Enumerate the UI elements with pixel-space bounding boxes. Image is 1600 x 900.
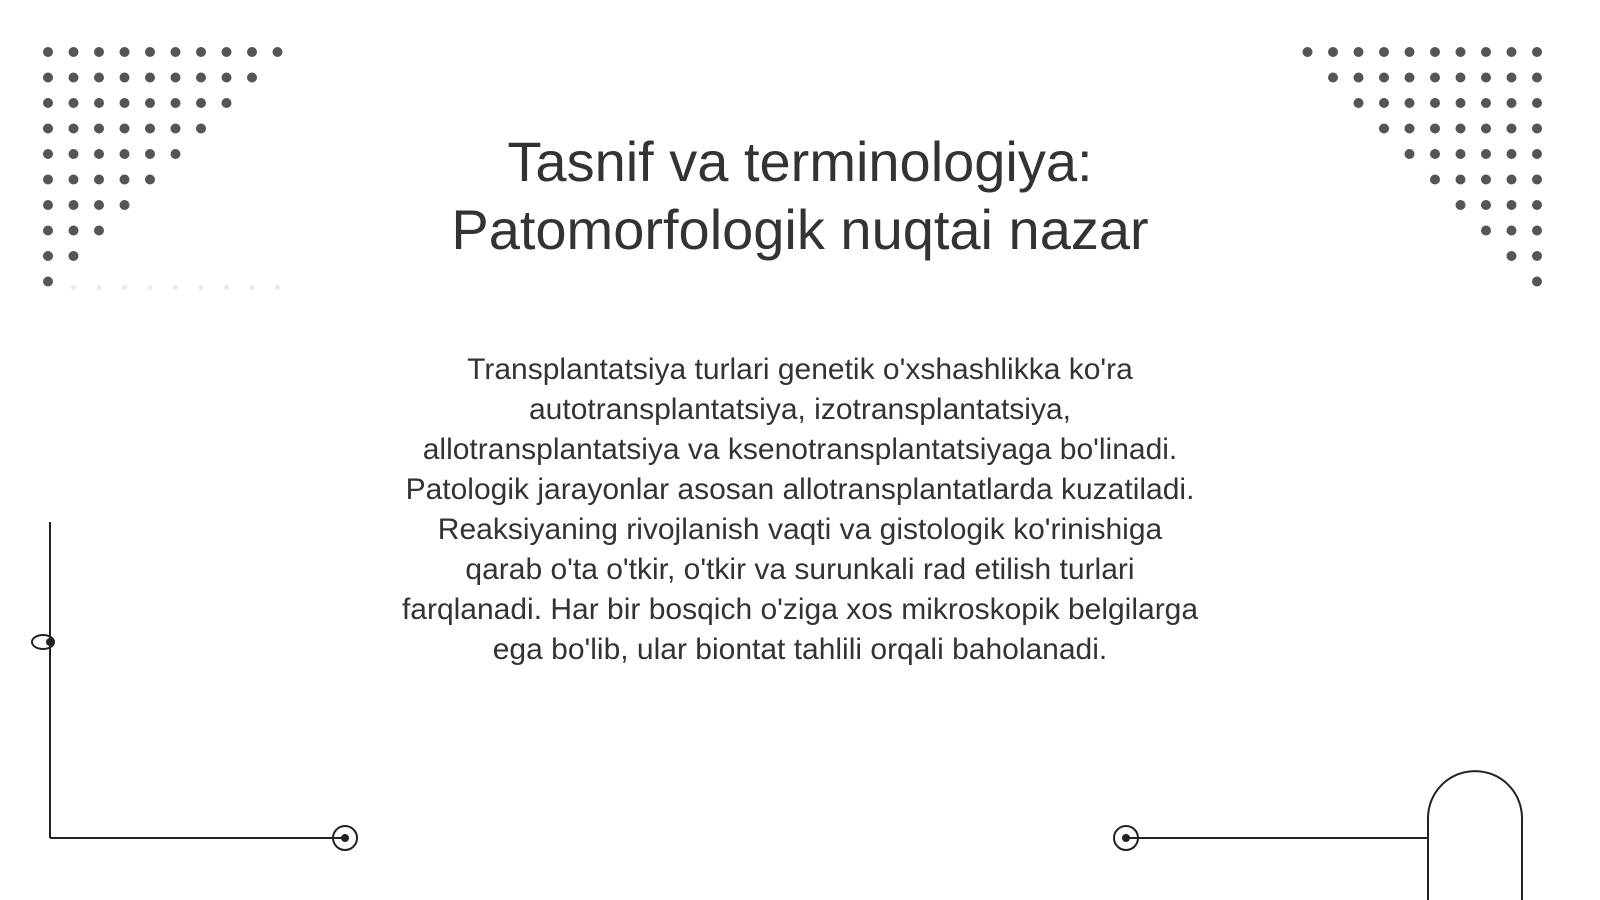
dot xyxy=(145,73,155,83)
dot xyxy=(71,285,76,290)
dot xyxy=(1379,98,1389,108)
dot xyxy=(247,47,257,57)
dot xyxy=(1507,200,1517,210)
dot xyxy=(94,124,104,134)
dot xyxy=(145,47,155,57)
dot xyxy=(1481,98,1491,108)
dot xyxy=(1456,98,1466,108)
dot xyxy=(1456,200,1466,210)
dot xyxy=(69,149,79,159)
body-line: Patologik jarayonlar asosan allotransplantatlarda kuzatiladi. xyxy=(405,473,1195,506)
dot xyxy=(1354,73,1364,83)
line-connector-left xyxy=(32,522,357,850)
dot xyxy=(250,285,255,290)
node-dot xyxy=(47,639,53,645)
arch-shape xyxy=(1428,771,1522,900)
body-line: allotransplantatsiya va ksenotransplantatsiyaga bo'linadi. xyxy=(422,433,1178,466)
dot xyxy=(196,98,206,108)
dot xyxy=(1405,73,1415,83)
dot xyxy=(1481,149,1491,159)
dot xyxy=(43,124,53,134)
dot xyxy=(1354,98,1364,108)
dot xyxy=(94,226,104,236)
dot xyxy=(94,149,104,159)
dot xyxy=(224,285,229,290)
line-connector-bottom-right xyxy=(1114,771,1522,900)
dot xyxy=(1532,175,1542,185)
dot xyxy=(1379,124,1389,134)
dot-pattern-top-left xyxy=(43,47,283,290)
dot xyxy=(196,124,206,134)
dot xyxy=(222,73,232,83)
dot xyxy=(120,47,130,57)
dot xyxy=(1456,175,1466,185)
dot xyxy=(1507,47,1517,57)
dot xyxy=(69,47,79,57)
dot xyxy=(1354,47,1364,57)
dot xyxy=(1430,98,1440,108)
node-dot xyxy=(1123,835,1129,841)
dot xyxy=(43,226,53,236)
title-line: Patomorfologik nuqtai nazar xyxy=(451,198,1149,261)
dot xyxy=(171,149,181,159)
dot xyxy=(1532,277,1542,287)
dot xyxy=(120,124,130,134)
dot xyxy=(1481,226,1491,236)
dot xyxy=(69,200,79,210)
dot xyxy=(120,175,130,185)
dot xyxy=(1430,124,1440,134)
dot xyxy=(1430,149,1440,159)
dot xyxy=(1405,98,1415,108)
dot xyxy=(196,73,206,83)
dot xyxy=(69,251,79,261)
dot xyxy=(1507,73,1517,83)
page-title xyxy=(300,128,1300,264)
dot xyxy=(148,285,153,290)
dot xyxy=(1532,73,1542,83)
body-line: Transplantatsiya turlari genetik o'xshashlikka ko'ra xyxy=(467,353,1133,386)
dot xyxy=(222,47,232,57)
dot xyxy=(171,98,181,108)
dot xyxy=(1456,47,1466,57)
dot xyxy=(43,200,53,210)
dot xyxy=(94,175,104,185)
dot xyxy=(1532,149,1542,159)
dot xyxy=(1481,175,1491,185)
dot xyxy=(43,277,53,287)
dot xyxy=(1303,47,1313,57)
dot xyxy=(1507,98,1517,108)
dot xyxy=(94,98,104,108)
dot xyxy=(1405,47,1415,57)
body-line: autotransplantatsiya, izotransplantatsiya, xyxy=(529,393,1071,426)
dot xyxy=(120,149,130,159)
dot xyxy=(1456,73,1466,83)
dot xyxy=(1430,175,1440,185)
dot xyxy=(196,47,206,57)
dot xyxy=(69,175,79,185)
dot xyxy=(1507,175,1517,185)
dot xyxy=(1532,200,1542,210)
dot xyxy=(1532,124,1542,134)
dot xyxy=(1532,226,1542,236)
dot xyxy=(1507,124,1517,134)
dot xyxy=(43,47,53,57)
dot xyxy=(171,73,181,83)
dot xyxy=(1481,200,1491,210)
title-line: Tasnif va terminologiya: xyxy=(507,130,1093,193)
node-dot xyxy=(342,835,348,841)
dot xyxy=(97,285,102,290)
dot xyxy=(145,124,155,134)
dot xyxy=(69,124,79,134)
dot xyxy=(222,98,232,108)
dot xyxy=(145,149,155,159)
dot xyxy=(145,175,155,185)
dot xyxy=(43,251,53,261)
dot xyxy=(1430,47,1440,57)
dot xyxy=(120,98,130,108)
dot xyxy=(1456,149,1466,159)
dot xyxy=(120,73,130,83)
dot xyxy=(120,200,130,210)
body-line: Reaksiyaning rivojlanish vaqti va gistologik ko'rinishiga xyxy=(437,513,1163,546)
dot xyxy=(43,73,53,83)
dot xyxy=(69,98,79,108)
dot xyxy=(1532,251,1542,261)
dot xyxy=(145,98,155,108)
dot xyxy=(94,73,104,83)
dot xyxy=(1405,149,1415,159)
dot xyxy=(43,98,53,108)
dot xyxy=(94,200,104,210)
body-paragraph xyxy=(340,350,1260,670)
dot xyxy=(171,124,181,134)
dot xyxy=(1456,124,1466,134)
dot xyxy=(1405,124,1415,134)
dot xyxy=(1481,124,1491,134)
dot xyxy=(69,73,79,83)
dot xyxy=(1481,47,1491,57)
dot xyxy=(1328,47,1338,57)
body-line: qarab o'ta o'tkir, o'tkir va surunkali rad etilish turlari xyxy=(465,553,1135,586)
dot xyxy=(1532,47,1542,57)
dot xyxy=(247,73,257,83)
dot xyxy=(1507,226,1517,236)
dot xyxy=(69,226,79,236)
dot xyxy=(1328,73,1338,83)
body-line: ega bo'lib, ular biontat tahlili orqali baholanadi. xyxy=(492,633,1108,666)
dot xyxy=(1379,47,1389,57)
dot xyxy=(1507,149,1517,159)
dot xyxy=(94,47,104,57)
dot xyxy=(199,285,204,290)
dot xyxy=(1532,98,1542,108)
dot xyxy=(43,175,53,185)
dot xyxy=(1379,73,1389,83)
dot xyxy=(173,285,178,290)
dot-pattern-top-right xyxy=(1303,47,1543,287)
body-line: farqlanadi. Har bir bosqich o'ziga xos mikroskopik belgilarga xyxy=(401,593,1199,626)
dot xyxy=(1430,73,1440,83)
dot xyxy=(122,285,127,290)
dot xyxy=(273,47,283,57)
dot xyxy=(1481,73,1491,83)
dot xyxy=(275,285,280,290)
dot xyxy=(43,149,53,159)
dot xyxy=(171,47,181,57)
dot xyxy=(1507,251,1517,261)
